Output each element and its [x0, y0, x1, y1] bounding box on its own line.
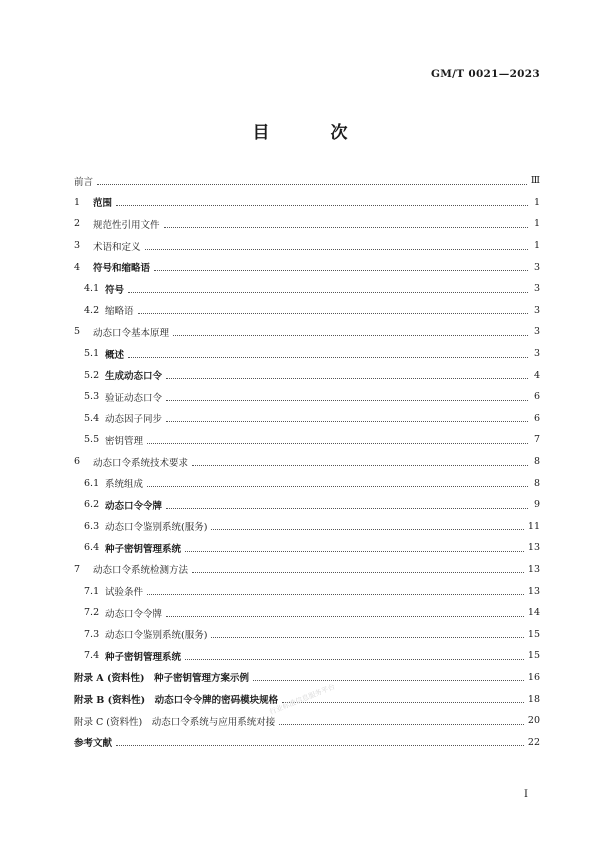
toc-entry-page: 9 [533, 499, 540, 511]
toc-entry[interactable] [74, 300, 540, 322]
toc-entry-page: 1 [533, 196, 540, 208]
toc-entry-page: 14 [527, 607, 540, 619]
toc-leader-dots [138, 312, 528, 314]
toc-entry[interactable] [74, 472, 540, 494]
toc-leader-dots [173, 334, 528, 336]
toc-leader-dots [154, 269, 528, 271]
toc-entry-label: 系统组成 [105, 479, 144, 491]
toc-entry-page: 8 [533, 456, 540, 468]
toc-entry-label: 种子密钥管理系统 [105, 543, 182, 555]
toc-leader-dots [116, 204, 528, 206]
watermark: 行业标准信息服务平台 [268, 682, 337, 717]
toc-entry-number: 4.2 [84, 304, 100, 316]
toc-entry-page: Ⅲ [530, 175, 540, 187]
toc-entry-number: 5.5 [84, 434, 100, 446]
toc-entry-label: 附录 B (资料性) 动态口令令牌的密码模块规格 [74, 695, 279, 707]
toc-entry[interactable] [74, 710, 540, 732]
toc-entry-label: 缩略语 [105, 306, 134, 318]
toc-entry[interactable] [74, 321, 540, 343]
toc-leader-dots [164, 226, 528, 228]
toc-entry-page: 3 [533, 283, 540, 295]
toc-leader-dots [128, 291, 528, 293]
toc-entry-page: 3 [533, 304, 540, 316]
toc-entry[interactable] [74, 364, 540, 386]
toc-entry[interactable] [74, 235, 540, 257]
toc-entry[interactable] [74, 559, 540, 581]
toc-entry-label: 参考文献 [74, 738, 113, 750]
toc-leader-dots [211, 528, 523, 530]
table-of-contents [74, 170, 540, 753]
toc-entry-number: 7.1 [84, 585, 100, 597]
toc-entry-label: 概述 [105, 349, 125, 361]
toc-entry-label: 验证动态口令 [105, 392, 163, 404]
toc-entry-label: 动态口令系统技术要求 [93, 457, 189, 469]
toc-entry-label: 动态口令鉴别系统(服务) [105, 522, 208, 534]
toc-entry-label: 动态口令令牌 [105, 500, 163, 512]
toc-leader-dots [147, 442, 528, 444]
toc-leader-dots [253, 679, 524, 681]
page-number: I [524, 789, 528, 800]
toc-leader-dots [128, 356, 528, 358]
toc-entry-number: 5.4 [84, 412, 100, 424]
toc-entry-page: 3 [533, 261, 540, 273]
toc-entry-number: 6.2 [84, 499, 100, 511]
toc-entry-number: 7 [74, 563, 81, 575]
toc-entry[interactable] [74, 623, 540, 645]
toc-leader-dots [185, 658, 524, 660]
toc-entry-page: 3 [533, 348, 540, 360]
toc-leader-dots [211, 636, 523, 638]
toc-entry-number: 5.1 [84, 348, 100, 360]
page-title: 目 次 [252, 123, 370, 143]
toc-entry-number: 5.3 [84, 391, 100, 403]
toc-entry-label: 术语和定义 [93, 241, 141, 253]
toc-entry-label: 密钥管理 [105, 435, 144, 447]
toc-entry-page: 3 [533, 326, 540, 338]
toc-leader-dots [279, 723, 524, 725]
toc-entry-page: 6 [533, 391, 540, 403]
toc-entry-label: 符号 [105, 284, 125, 296]
toc-entry-number: 6.1 [84, 477, 100, 489]
toc-entry-page: 13 [527, 585, 540, 597]
toc-entry-number: 6 [74, 456, 81, 468]
toc-entry-number: 4 [74, 261, 81, 273]
toc-leader-dots [192, 571, 524, 573]
standard-code: GM/T 0021—2023 [430, 68, 540, 80]
toc-entry-page: 15 [527, 650, 540, 662]
toc-entry-number: 5.2 [84, 369, 100, 381]
toc-entry[interactable] [74, 386, 540, 408]
toc-entry-label: 范围 [93, 198, 113, 210]
toc-entry[interactable] [74, 256, 540, 278]
toc-entry[interactable] [74, 537, 540, 559]
toc-entry-label: 动态因子同步 [105, 414, 163, 426]
toc-entry[interactable] [74, 580, 540, 602]
toc-entry[interactable] [74, 408, 540, 430]
toc-entry-number: 6.3 [84, 520, 100, 532]
toc-entry-label: 动态口令基本原理 [93, 327, 170, 339]
toc-entry[interactable] [74, 602, 540, 624]
toc-leader-dots [166, 399, 528, 401]
toc-entry-page: 4 [533, 369, 540, 381]
toc-entry-number: 7.3 [84, 628, 100, 640]
toc-entry-label: 规范性引用文件 [93, 219, 160, 231]
toc-leader-dots [166, 507, 528, 509]
toc-leader-dots [166, 377, 528, 379]
toc-entry-label: 动态口令系统检测方法 [93, 565, 189, 577]
toc-entry-label: 符号和缩略语 [93, 263, 151, 275]
toc-entry[interactable] [74, 343, 540, 365]
toc-entry[interactable] [74, 213, 540, 235]
toc-entry[interactable] [74, 494, 540, 516]
toc-entry-label: 附录 A (资料性) 种子密钥管理方案示例 [74, 673, 249, 685]
toc-entry-number: 2 [74, 218, 81, 230]
toc-entry-number: 7.4 [84, 650, 100, 662]
toc-leader-dots [147, 593, 524, 595]
toc-leader-dots [185, 550, 524, 552]
toc-entry-number: 3 [74, 240, 81, 252]
toc-entry-page: 18 [527, 693, 540, 705]
toc-entry-number: 5 [74, 326, 81, 338]
toc-entry-number: 4.1 [84, 283, 100, 295]
toc-entry-page: 22 [527, 736, 540, 748]
toc-entry-label: 附录 C (资料性) 动态口令系统与应用系统对接 [74, 716, 276, 728]
toc-leader-dots [97, 183, 527, 185]
toc-entry[interactable] [74, 516, 540, 538]
toc-entry-label: 种子密钥管理系统 [105, 651, 182, 663]
toc-leader-dots [282, 701, 524, 703]
toc-entry-label: 动态口令鉴别系统(服务) [105, 630, 208, 642]
toc-entry[interactable] [74, 645, 540, 667]
toc-leader-dots [147, 485, 528, 487]
toc-entry-page: 1 [533, 218, 540, 230]
toc-entry-label: 前言 [74, 176, 94, 188]
toc-leader-dots [145, 248, 528, 250]
toc-leader-dots [192, 464, 528, 466]
toc-entry[interactable] [74, 429, 540, 451]
toc-entry-page: 8 [533, 477, 540, 489]
toc-entry-number: 1 [74, 196, 81, 208]
toc-entry-page: 15 [527, 628, 540, 640]
toc-entry[interactable] [74, 278, 540, 300]
toc-entry-page: 11 [527, 520, 540, 532]
toc-entry-page: 1 [533, 240, 540, 252]
toc-entry-number: 6.4 [84, 542, 100, 554]
toc-entry-page: 20 [527, 715, 540, 727]
toc-entry-page: 6 [533, 412, 540, 424]
toc-entry-page: 13 [527, 542, 540, 554]
toc-entry-page: 13 [527, 563, 540, 575]
toc-leader-dots [166, 420, 528, 422]
toc-entry-label: 试验条件 [105, 587, 144, 599]
toc-leader-dots [116, 744, 524, 746]
toc-entry[interactable] [74, 451, 540, 473]
toc-entry-page: 7 [533, 434, 540, 446]
toc-entry-label: 生成动态口令 [105, 371, 163, 383]
toc-entry-label: 动态口令令牌 [105, 608, 163, 620]
toc-entry-page: 16 [527, 671, 540, 683]
toc-entry[interactable] [74, 170, 540, 192]
toc-entry[interactable] [74, 667, 540, 689]
toc-entry-number: 7.2 [84, 607, 100, 619]
toc-leader-dots [166, 615, 524, 617]
toc-entry[interactable] [74, 192, 540, 214]
toc-entry[interactable] [74, 731, 540, 753]
